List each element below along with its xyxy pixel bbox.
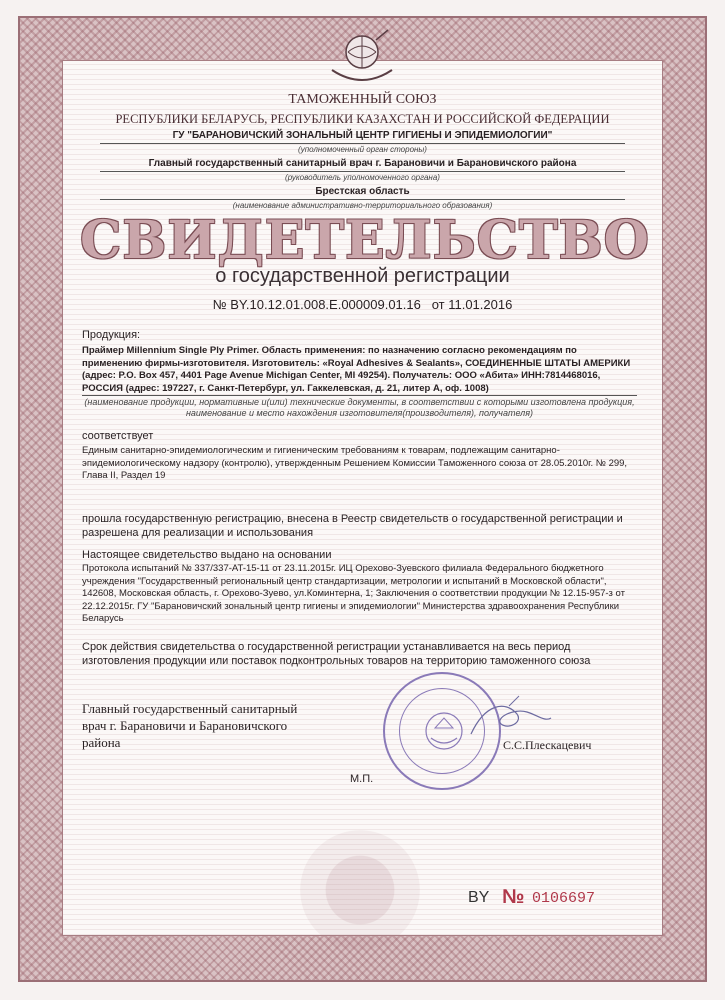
handwritten-signature — [465, 694, 555, 742]
product-caption: (наименование продукции, нормативные и(или) технические документы, в соответствии с которыми изготовлена продукция, наименование и место нахождения изготовителя(производителя), получателя) — [84, 397, 635, 418]
caduceus-watermark — [300, 830, 420, 950]
registration-statement: прошла государственную регистрацию, внесена в Реестр свидетельств о государственной регистрации и разрешена для реализации и использования — [82, 513, 623, 539]
basis-label: Настоящее свидетельство выдано на основании — [82, 549, 332, 561]
signatory-position: Главный государственный санитарный врач г. Барановичи и Барановичского района — [82, 701, 298, 750]
registration-number: № BY.10.12.01.008.E.000009.01.16 — [212, 297, 421, 312]
document-subtitle: о государственной регистрации — [215, 265, 510, 287]
basis-text: Протокола испытаний № 337/337-AT-15-11 от 23.11.2015г. ИЦ Орехово-Зуевского филиала Федерального бюджетного учреждения "Государственный региональный центр стандартизации, метрологии и испытаний в Московской области", 142608, Московская область, г. Орехово-Зуево, ул.Коминтерна, 1; Заключения о соответствии продукции № 12.15-957-з от 22.12.2015г. ГУ "Барановичский зональный центр гигиены и эпидемиологии" Министерства здравоохранения Республики Беларусь — [82, 563, 625, 624]
authority-caption: (уполномоченный орган стороны) — [298, 145, 427, 154]
registration-number-line — [80, 297, 645, 312]
republics-heading: РЕСПУБЛИКИ БЕЛАРУСЬ, РЕСПУБЛИКИ КАЗАХСТАН И РОССИЙСКОЙ ФЕДЕРАЦИИ — [115, 112, 610, 126]
product-label: Продукция: — [82, 329, 141, 341]
serial-no-sign: № — [502, 886, 525, 908]
serial-country: BY — [468, 889, 490, 906]
validity-statement: Срок действия свидетельства о государственной регистрации устанавливается на весь период изготовления продукции или поставок подконтрольных товаров на территорию таможенного союза — [82, 641, 591, 667]
region-caption: (наименование административно-территориального образования) — [232, 201, 493, 210]
conforms-label: соответствует — [82, 430, 154, 442]
product-text: Праймер Millennium Single Ply Primer. Область применения: по назначению согласно рекомендациям по применению фирмы-изготовителя. Изготовитель: «Royal Adhesives & Sealants», СОЕДИНЕННЫЕ ШТАТЫ АМЕРИКИ (адрес: P.O. Box 457, 4401 Page Avenue Michigan Center, MI 49254). Получатель: ООО «Абита» ИНН:7814468016, РОССИЯ (адрес: 197227, г. Санкт-Петербург, ул. Гаккелевская, д. 21, литер А, оф. 1008) — [82, 345, 631, 394]
registration-date: от 11.01.2016 — [431, 297, 513, 312]
conforms-text: Единым санитарно-эпидемиологическим и гигиеническим требованиям к товарам, подлежащим санитарно-эпидемиологическому надзору (контролю), утвержденным Решением Комиссии Таможенного союза от 28.05.2010г. № 299, Глава II, Раздел 19 — [82, 445, 628, 481]
signatory-name: С.С.Плескацевич — [503, 738, 592, 752]
union-heading: ТАМОЖЕННЫЙ СОЮЗ — [288, 92, 437, 107]
authority-name: ГУ "БАРАНОВИЧСКИЙ ЗОНАЛЬНЫЙ ЦЕНТР ГИГИЕНЫ И ЭПИДЕМИОЛОГИИ" — [172, 130, 553, 141]
serial-number: 0106697 — [532, 890, 596, 907]
region-name: Брестская область — [315, 186, 410, 197]
head-title: Главный государственный санитарный врач г. Барановичи и Барановичского района — [148, 158, 577, 169]
customs-union-emblem — [312, 26, 412, 88]
stamp-emblem-icon — [421, 708, 467, 754]
document-title: СВИДЕТЕЛЬСТВО — [80, 210, 650, 271]
head-caption: (руководитель уполномоченного органа) — [285, 173, 440, 182]
seal-place: М.П. — [350, 773, 374, 785]
